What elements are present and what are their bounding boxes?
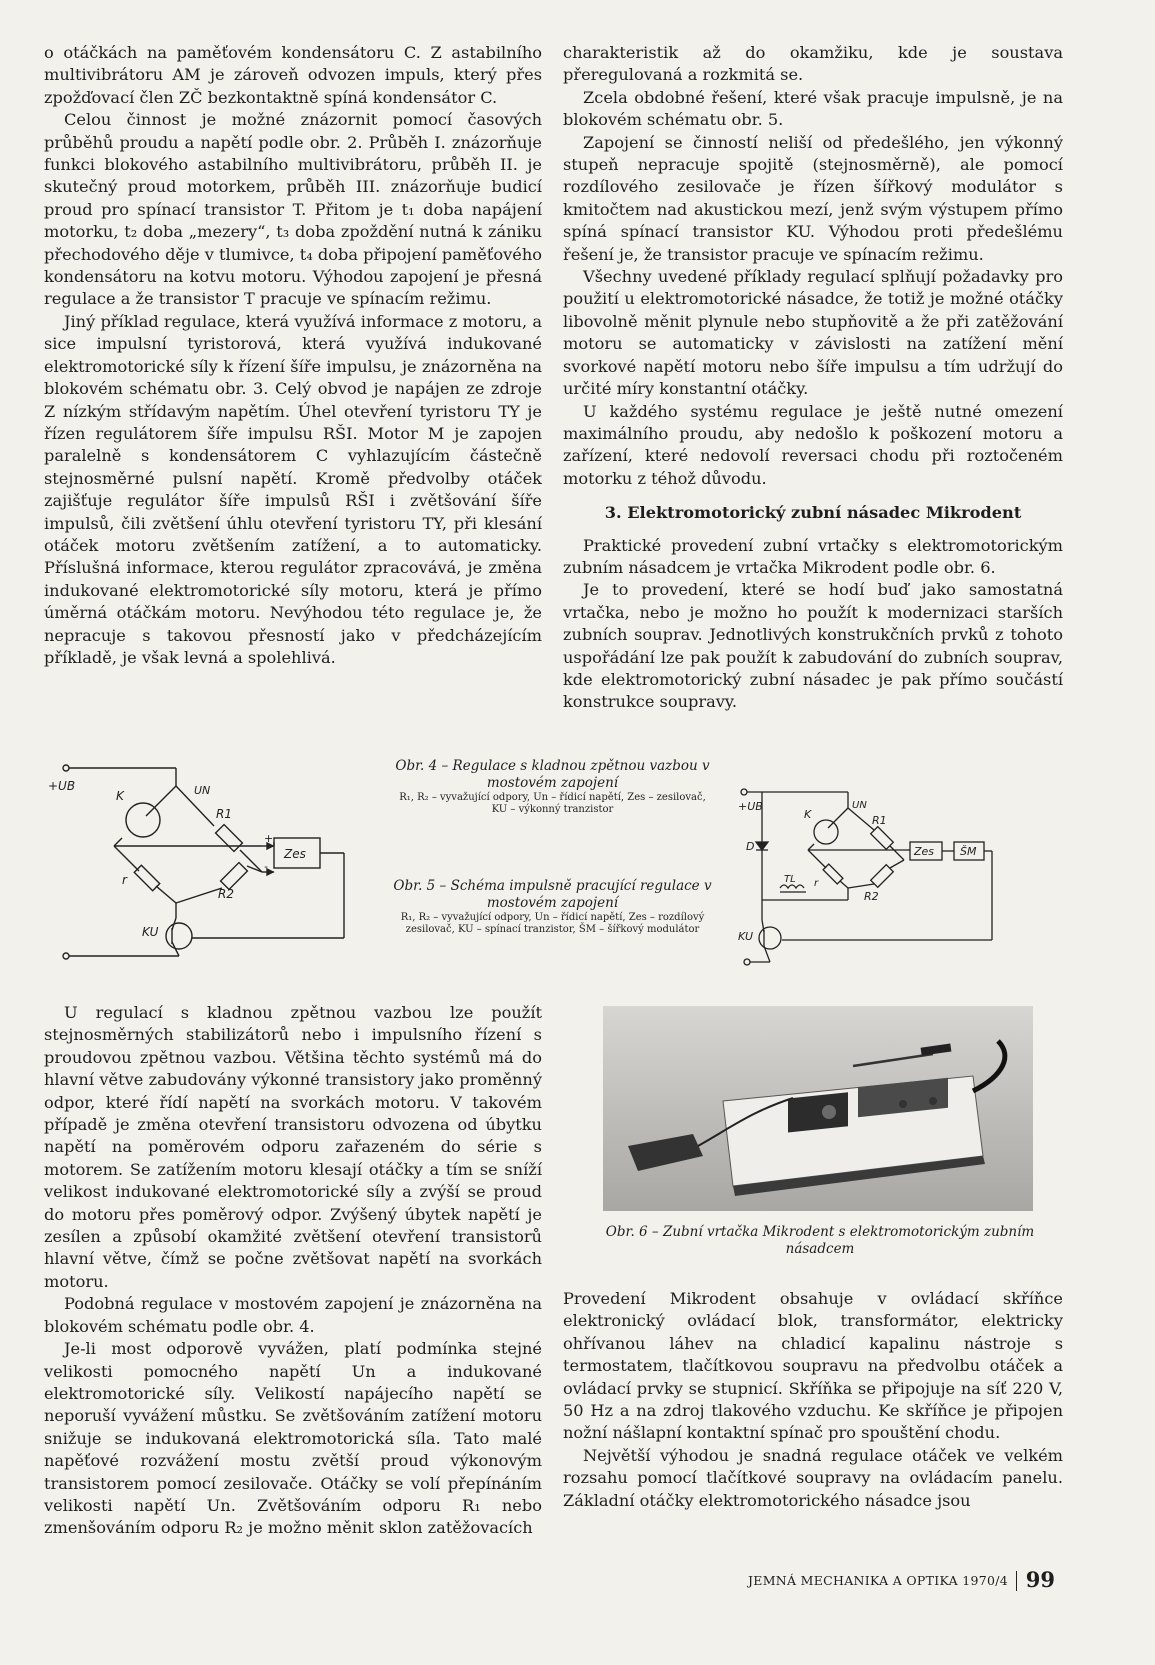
paragraph: Podobná regulace v mostovém zapojení je znázorněna na blokovém schématu podle obr. 4. [44,1294,542,1336]
paragraph: charakteristik až do okamžiku, kde je soustava přeregulovaná a rozkmitá se. [563,43,1063,85]
paragraph: U každého systému regulace je ještě nutné omezení maximálního proudu, aby nedošlo k poškození motoru a zařízení, které nedovolí reversaci chodu při roztočeném motorku z téhož důvodu. [563,401,1063,488]
paragraph: Je to provedení, které se hodí buď jako samostatná vrtačka, nebo je možno ho použít k modernizaci starších zubních souprav. Jednotlivých konstrukčních prvků z tohoto uspořádání lze pak použít k zabudování do zubních souprav, kde elektromotorický zubní násadec je pak přímo součástí konstrukce soupravy. [563,580,1063,712]
fig4-label-r1: R1 [216,807,232,821]
fig5-label-r2: R2 [864,890,879,903]
paragraph: o otáčkách na paměťovém kondensátoru C. Z astabilního multivibrátoru AM je zároveň odvozen impuls, který přes zpožďovací člen ZČ bezkontaktně spíná kondensátor C. [44,43,542,107]
section-heading: 3. Elektromotorický zubní násadec Mikrodent [604,503,1022,523]
journal-name: JEMNÁ MECHANIKA A OPTIKA 1970/4 [747,1573,1008,1588]
fig5-label-r: r [814,878,819,889]
paragraph: Zcela obdobné řešení, které však pracuje impulsně, je na blokovém schématu obr. 5. [563,87,1063,130]
fig4-label-ku: KU [142,925,159,939]
paragraph: Všechny uvedené příklady regulací splňují požadavky pro použití u elektromotorické násadce, že totiž je možné otáčky libovolně měnit plynule nebo stupňovitě a že při zatěžování motoru se automaticky v závislosti na zatížení mění svorkové napětí motoru nebo šíře impulsu a tím udržují do určité míry konstantní otáčky. [563,267,1063,399]
page-footer [740,1567,1063,1595]
right-column-top [563,42,1063,714]
fig4-label-zes: Zes [284,847,306,861]
fig5-label-tl: TL [784,874,796,885]
paragraph: Celou činnost je možné znázornit pomocí časových průběhů proudu a napětí podle obr. 2. Průběh I. znázorňuje funkci blokového astabilního multivibrátoru, průběh II. je skutečný proud motorkem, průběh III. znázorňuje budicí proud pro spínací transistor T. Přitom je t₁ doba napájení motorku, t₂ doba „mezery“, t₃ doba zpoždění nutná k zániku přechodového děje v tlumivce, t₄ doba připojení paměťového kondensátoru na kotvu motoru. Výhodou zapojení je přesná regulace a že transistor T pracuje ve spínacím režimu. [44,110,542,309]
paragraph: Provedení Mikrodent obsahuje v ovládací skříňce elektronický ovládací blok, transformátor, elektricky ohřívanou láhev na chladicí kapalinu nástroje s termostatem, tlačítkovou soupravu na předvolbu otáček a ovládací prvky se stupnicí. Skříňka se připojuje na síť 220 V, 50 Hz a na zdroj tlakového vzduchu. Ke skříňce je připojen nožní nášlapní kontaktní spínač pro spouštění chodu. [563,1289,1063,1443]
figure-4-caption [390,758,715,816]
fig4-label-ub: +UB [48,779,76,793]
left-column-bottom [44,1002,542,1540]
caption-title: Obr. 5 – Schéma impulsně pracující regulace v mostovém zapojení [393,878,712,911]
page-number: 99 [1025,1567,1055,1592]
fig4-label-minus: - [264,860,268,873]
paragraph: Zapojení se činností neliší od předešlého, jen výkonný stupeň nepracuje spojitě (stejnosměrně), ale pomocí rozdílového zesilovače je řízen šířkový modulátor s kmitočtem nad akustickou mezí, jenž svým výstupem přímo spíná spínací transistor KU. Výhodou proti předešlému řešení je, že transistor pracuje ve spínacím režimu. [563,132,1063,264]
fig5-label-un: UN [852,800,867,811]
right-column-bottom [563,1288,1063,1512]
caption-note: R₁, R₂ – vyvažující odpory, Un – řídicí napětí, Zes – zesilovač, KU – výkonný tranzistor [399,792,706,815]
paragraph: U regulací s kladnou zpětnou vazbou lze použít stejnosměrných stabilizátorů nebo i impulsního řízení s proudovou zpětnou vazbou. Většina těchto systémů má do hlavní větve zabudovány výkonné transistory jako proměnný odpor, které řídí napětí na svorkách motoru. V takovém případě je změna otevření transistoru odvozena od úbytku napětí na poměrovém odporu zařazeném do série s motorem. Se zatížením motoru klesají otáčky a tím se sníží velikost indukované elektromotorické síly a zvýší se proud do motoru přes poměrový odpor. Zvýšený úbytek napětí je zesílen a způsobí okamžité zvětšení otevření transistorů hlavní větve, čímž se počne zvětšovat napětí na svorkách motoru. [44,1003,542,1291]
caption-note: R₁, R₂ – vyvažující odpory, Un – řídicí napětí, Zes – rozdílový zesilovač, KU – spínací tranzistor, ŠM – šířkový modulátor [400,912,705,935]
left-column-top [44,42,542,669]
figure-6-photo [603,1006,1033,1211]
caption-title: Obr. 4 – Regulace s kladnou zpětnou vazbou v mostovém zapojení [395,758,710,791]
figure-5-caption [390,878,715,936]
fig5-label-sm: ŠM [960,845,977,858]
paragraph: Praktické provedení zubní vrtačky s elektromotorickým zubním násadcem je vrtačka Mikrodent podle obr. 6. [563,535,1063,577]
paragraph: Je-li most odporově vyvážen, platí podmínka stejné velikosti pomocného napětí Un a indukované elektromotorické síly. Velikostí napájecího napětí se neporuší vyvážení můstku. Se zvětšováním zatížení motoru snižuje se indukovaná elektromotorická síla. Tato malé napěťové rozvážení mostu zvětší proud výkonovým transistorem pomocí zesilovače. Otáčky se volí přepínáním velikosti napětí Un. Zvětšováním odporu R₁ nebo zmenšováním odporu R₂ je možno měnit sklon zatěžovacích [44,1339,542,1538]
fig4-label-un: UN [194,784,211,797]
fig5-label-k: K [804,808,812,821]
fig4-label-r2: R2 [218,887,234,901]
fig5-label-zes: Zes [914,845,935,858]
fig4-label-plus: + [264,832,274,845]
figure-5-schematic [740,780,1060,970]
fig5-label-d: D [746,840,755,853]
fig4-label-k: K [116,789,124,803]
fig5-label-ku: KU [738,930,754,943]
figure-4-schematic [44,758,384,963]
fig4-label-r: r [122,873,127,887]
fig5-label-ub: +UB [738,800,763,813]
paragraph: Jiný příklad regulace, která využívá informace z motoru, a sice impulsní tyristorová, která využívá indukované elektromotorické síly k řízení šíře impulsu, je znázorněna na blokovém schématu obr. 3. Celý obvod je napájen ze zdroje Z nízkým střídavým napětím. Úhel otevření tyristoru TY je řízen regulátorem šíře impulsu RŠI. Motor M je zapojen paralelně s kondensátorem C vyhlazujícím částečně stejnosměrné pulsní napětí. Kromě předvolby otáček zajišťuje regulátor šíře impulsů RŠI i zvětšování šíře impulsů, čili zvětšení úhlu otevření tyristoru TY, při klesání otáček motoru zvětšením zatížení, a to automaticky. Příslušná informace, kterou regulátor zpracovává, je změna indukované elektromotorické síly motoru, která je přímo úměrná otáčkám motoru. Nevýhodou této regulace je, že nepracuje s takovou přesností jako v předcházejícím příkladě, je však levná a spolehlivá. [44,311,542,667]
paragraph: Největší výhodou je snadná regulace otáček ve velkém rozsahu pomocí tlačítkové soupravy na ovládacím panelu. Základní otáčky elektromotorického násadce jsou [563,1445,1063,1510]
fig5-label-r1: R1 [872,814,887,827]
divider [1016,1571,1017,1591]
figure-6-caption: Obr. 6 – Zubní vrtačka Mikrodent s elektromotorickým zubním násadcem [605,1224,1035,1257]
